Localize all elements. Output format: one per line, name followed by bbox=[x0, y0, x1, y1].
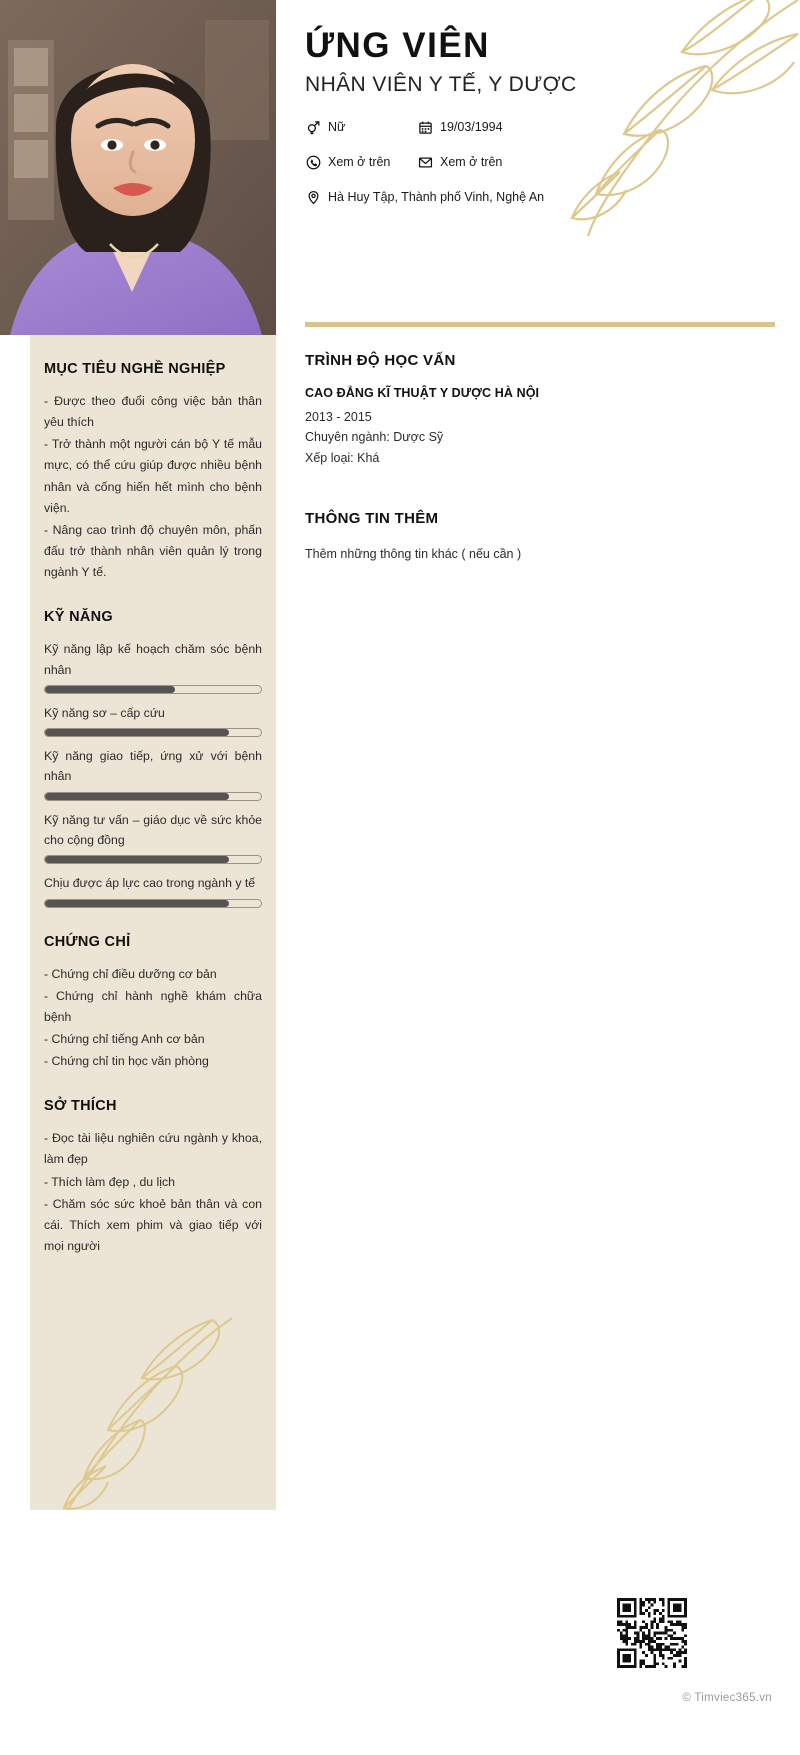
contact-row-1 bbox=[305, 119, 775, 135]
skill-item bbox=[44, 639, 262, 694]
education-major: Chuyên ngành: Dược Sỹ bbox=[305, 430, 444, 445]
objective-item-3: - Nâng cao trình độ chuyên môn, phấn đấu trở thành nhân viên quản lý trong ngành Y tế. bbox=[44, 522, 262, 580]
section-heading-extra: THÔNG TIN THÊM bbox=[305, 509, 439, 527]
calendar-icon bbox=[417, 119, 433, 135]
section-spacer bbox=[305, 468, 775, 510]
list-item: - Chứng chỉ tiếng Anh cơ bản bbox=[44, 1031, 205, 1046]
section-heading-skills: KỸ NĂNG bbox=[44, 609, 113, 626]
skill-progress-fill bbox=[45, 900, 229, 907]
skill-progress-bar bbox=[44, 685, 262, 694]
skill-item bbox=[44, 746, 262, 801]
location-pin-icon bbox=[305, 189, 321, 205]
contact-birthday-value: 19/03/1994 bbox=[440, 120, 503, 135]
list-item: - Chứng chỉ hành nghề khám chữa bệnh bbox=[44, 988, 262, 1024]
skill-item bbox=[44, 703, 262, 737]
section-heading-objective: MỤC TIÊU NGHỀ NGHIỆP bbox=[44, 361, 226, 377]
education-grade: Xếp loại: Khá bbox=[305, 450, 380, 465]
qr-code-icon bbox=[617, 1598, 687, 1668]
list-item: - Đọc tài liệu nghiên cứu ngành y khoa, làm đẹp bbox=[44, 1131, 262, 1167]
skill-progress-bar bbox=[44, 728, 262, 737]
gender-icon bbox=[305, 119, 321, 135]
list-item: - Chứng chỉ tin học văn phòng bbox=[44, 1054, 209, 1069]
section-heading-hobbies: SỞ THÍCH bbox=[44, 1098, 117, 1115]
skill-label: Kỹ năng sơ – cấp cứu bbox=[44, 705, 165, 720]
contact-gender-value: Nữ bbox=[328, 120, 346, 135]
contact-list bbox=[305, 119, 775, 205]
phone-icon bbox=[305, 154, 321, 170]
contact-gender bbox=[305, 119, 417, 135]
gold-divider bbox=[305, 322, 775, 327]
main-column bbox=[305, 352, 775, 564]
skill-label: Chịu được áp lực cao trong ngành y tế bbox=[44, 876, 256, 891]
contact-row-2 bbox=[305, 154, 775, 170]
contact-email-value: Xem ở trên bbox=[440, 155, 503, 170]
contact-phone bbox=[305, 154, 417, 170]
skill-item bbox=[44, 873, 262, 907]
skill-item bbox=[44, 810, 262, 865]
page-title: ỨNG VIÊN bbox=[305, 26, 490, 65]
skill-label: Kỹ năng lập kế hoạch chăm sóc bệnh nhân bbox=[44, 642, 262, 677]
list-item: - Chứng chỉ điều dưỡng cơ bản bbox=[44, 966, 217, 981]
education-school: CAO ĐẲNG KĨ THUẬT Y DƯỢC HÀ NỘI bbox=[305, 386, 540, 400]
footer-credit: © Timviec365.vn bbox=[682, 1692, 772, 1704]
skill-progress-fill bbox=[45, 686, 175, 693]
header-text-block bbox=[305, 26, 775, 224]
certificates-list bbox=[44, 964, 262, 1073]
candidate-photo bbox=[0, 0, 276, 335]
education-years: 2013 - 2015 bbox=[305, 410, 372, 424]
cv-header bbox=[0, 0, 800, 335]
contact-address-value: Hà Huy Tập, Thành phố Vinh, Nghệ An bbox=[328, 190, 545, 205]
skill-progress-fill bbox=[45, 856, 229, 863]
list-item: - Thích làm đẹp , du lịch bbox=[44, 1174, 176, 1189]
skill-label: Kỹ năng tư vấn – giáo dục về sức khỏe cho cộng đồng bbox=[44, 812, 262, 847]
leaf-decoration-bottom bbox=[36, 1310, 246, 1510]
section-heading-education: TRÌNH ĐỘ HỌC VẤN bbox=[305, 352, 456, 369]
job-title: NHÂN VIÊN Y TẾ, Y DƯỢC bbox=[305, 73, 577, 97]
contact-address bbox=[305, 189, 544, 205]
section-heading-certificates: CHỨNG CHỈ bbox=[44, 933, 131, 950]
hobbies-list bbox=[44, 1128, 262, 1257]
extra-info-text: Thêm những thông tin khác ( nếu cần ) bbox=[305, 546, 522, 561]
skill-progress-fill bbox=[45, 729, 229, 736]
objective-item-1: - Được theo đuổi công việc bản thân yêu thích bbox=[44, 394, 262, 430]
skill-progress-bar bbox=[44, 899, 262, 908]
skill-progress-fill bbox=[45, 793, 229, 800]
contact-phone-value: Xem ở trên bbox=[328, 155, 391, 170]
list-item: - Chăm sóc sức khoẻ bản thân và con cái. Thích xem phim và giao tiếp với mọi người bbox=[44, 1196, 262, 1253]
skill-label: Kỹ năng giao tiếp, ứng xử với bệnh nhân bbox=[44, 749, 262, 784]
sidebar bbox=[30, 335, 276, 1510]
contact-birthday bbox=[417, 119, 503, 135]
contact-email bbox=[417, 154, 502, 170]
skill-progress-bar bbox=[44, 855, 262, 864]
envelope-icon bbox=[417, 154, 433, 170]
contact-row-3 bbox=[305, 189, 775, 205]
skill-progress-bar bbox=[44, 792, 262, 801]
objective-item-2: - Trở thành một người cán bộ Y tế mẫu mực, có thể cứu giúp được nhiều bệnh nhân và cống hiến hết mình cho bệnh viện. bbox=[44, 437, 262, 515]
